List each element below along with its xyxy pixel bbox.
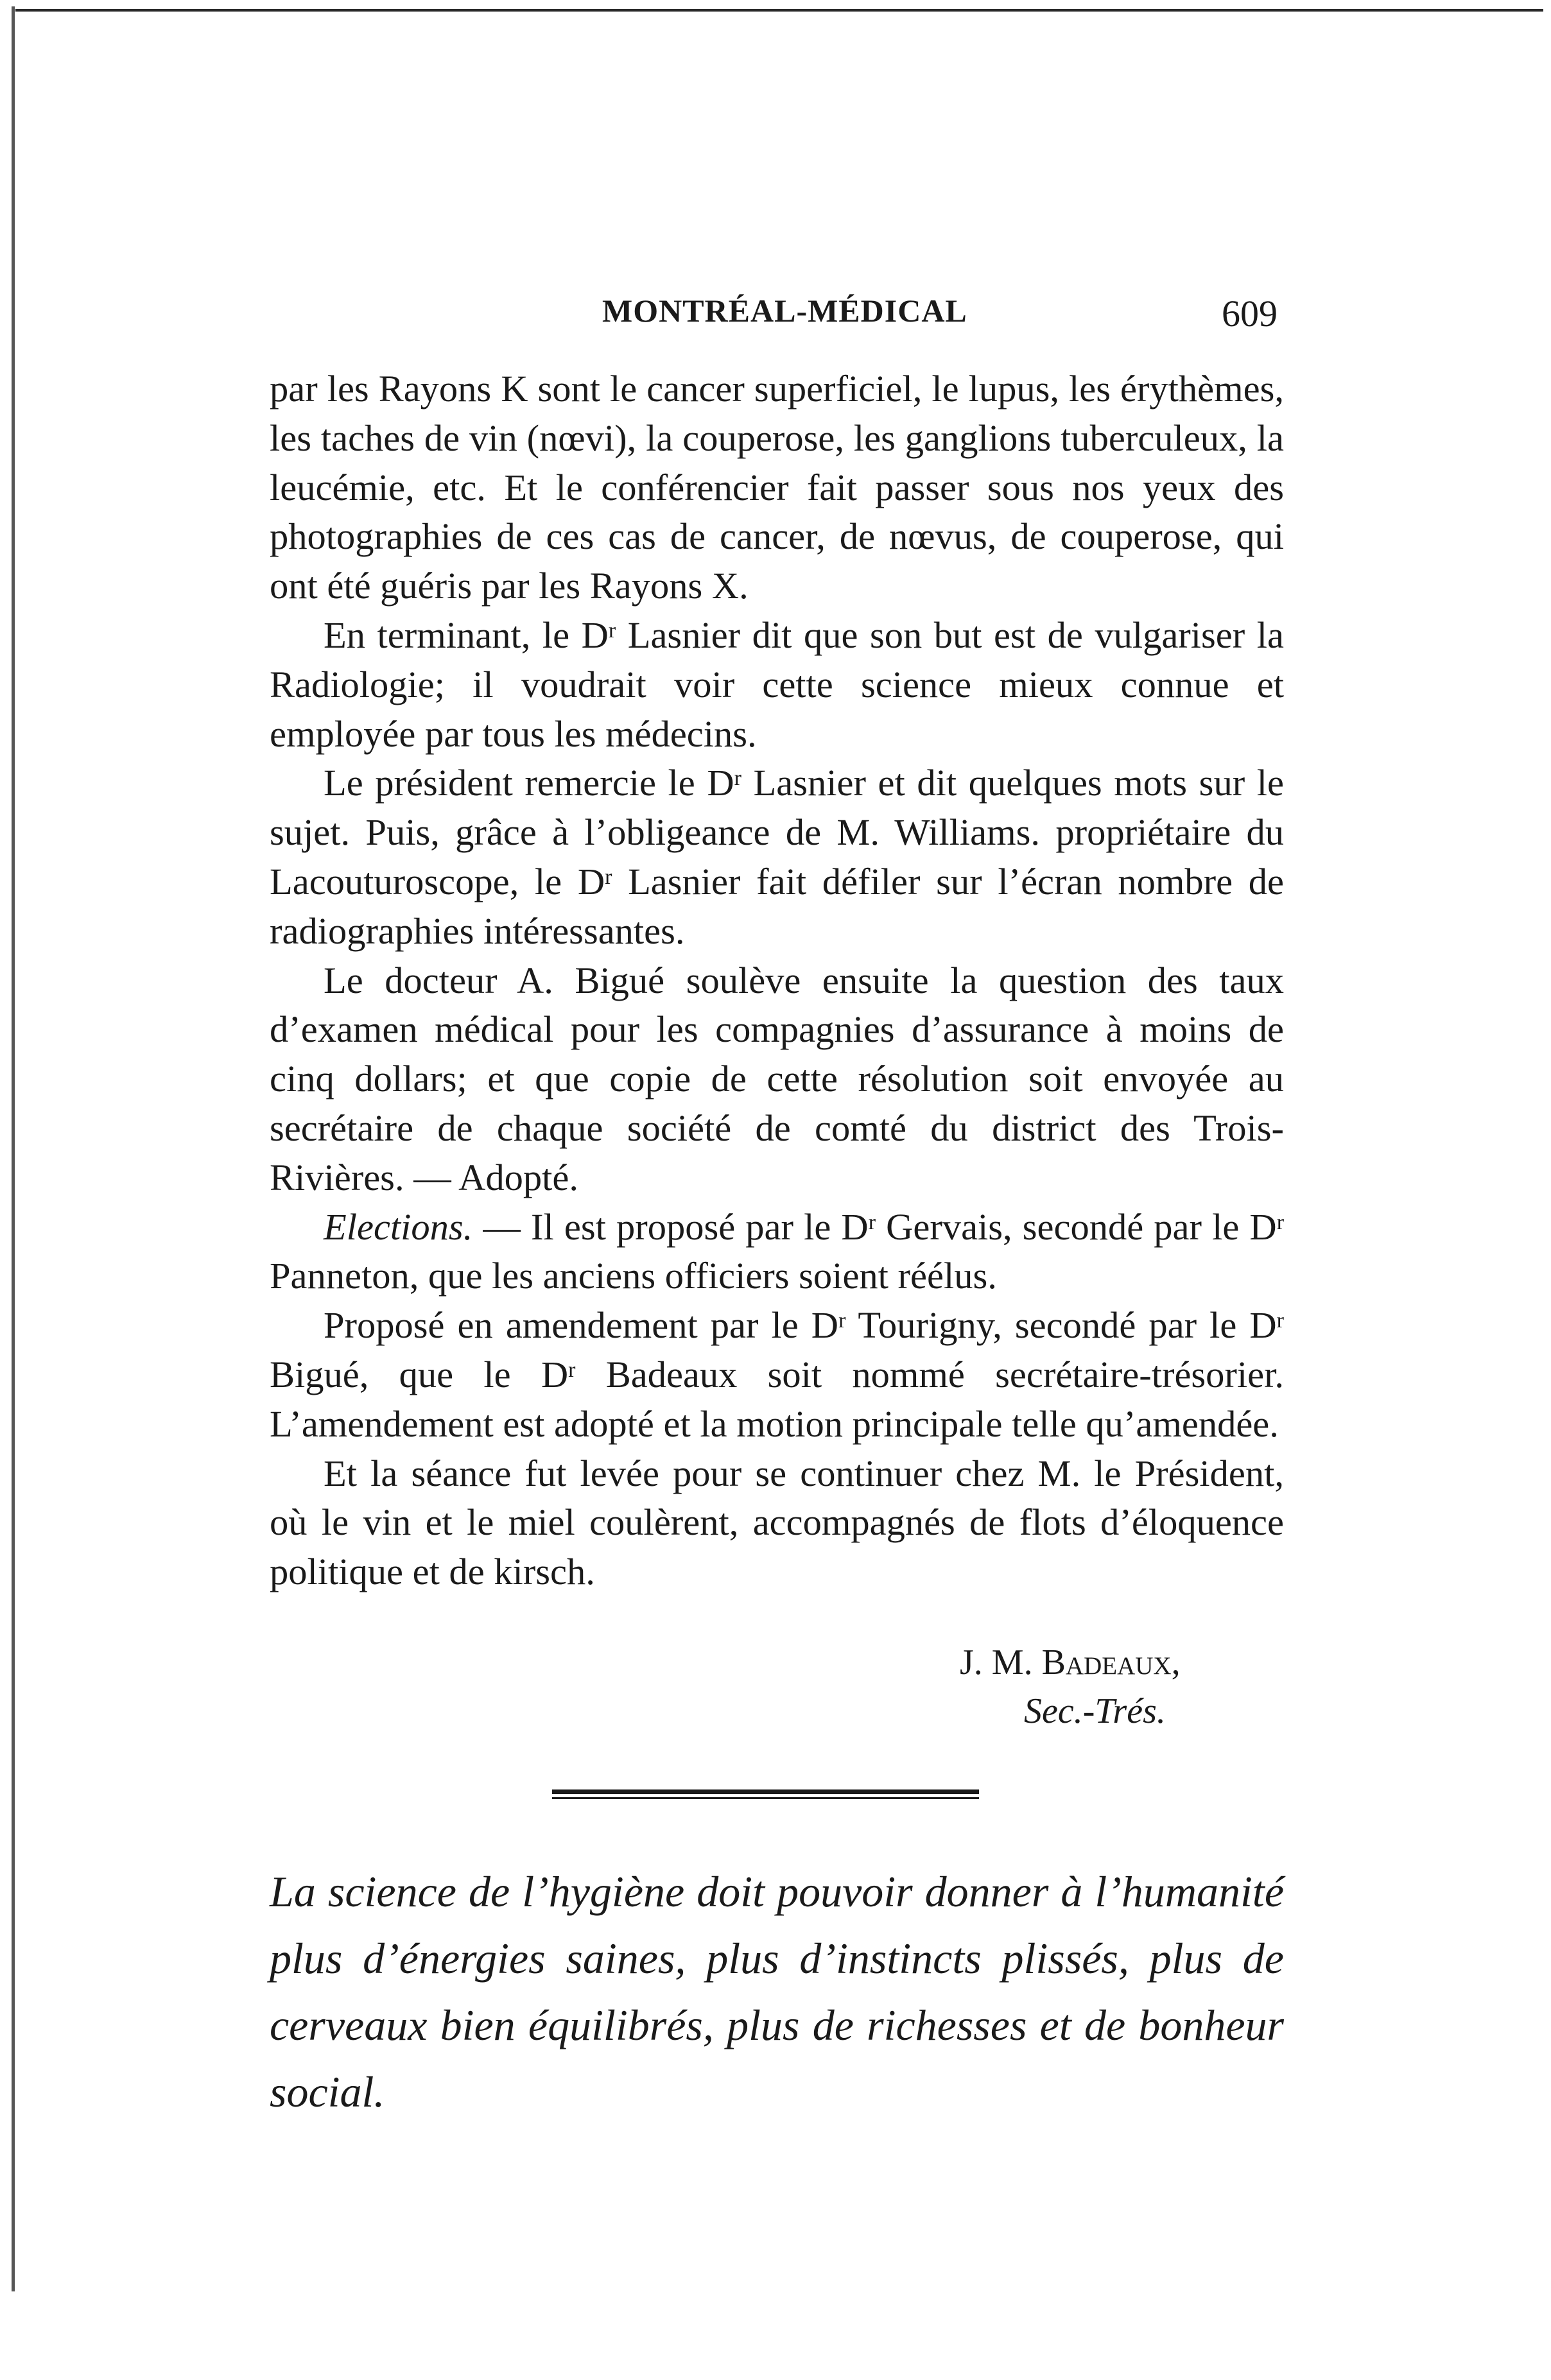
signature-block (960, 1638, 1181, 1736)
paragraph-2: En terminant, le $D^r$ Lasnier dit que son but est de vulgariser la Radiologie; il voudrait voir cette science mieux connue et employée par tous les médecins. (270, 614, 1284, 755)
page-header (257, 292, 1278, 337)
paragraph-6: Proposé en amendement par le $D^r$ Tourigny, secondé par le $D^r$ Bigué, que le $D^r$ Badeaux soit nommé secrétaire-trésorier. L’amendement est adopté et la motion principale telle qu’amendée. (270, 1304, 1284, 1445)
divider-thick-rule (552, 1789, 979, 1794)
left-binding-edge (12, 6, 15, 2291)
running-head: MONTRÉAL-MÉDICAL (602, 293, 967, 329)
page-number: 609 (1222, 293, 1278, 334)
top-border-rule (15, 9, 1543, 12)
paragraph-3: Le président remercie le $D^r$ Lasnier et dit quelques mots sur le sujet. Puis, grâce à l’obligeance de M. Williams. propriétaire du Lacouturoscope, le $D^r$ Lasnier fait défiler sur l’écran nombre de radiographies intéressantes. (270, 762, 1284, 952)
paragraph-4: Le docteur A. Bigué soulève ensuite la question des taux d’examen médical pour les compagnies d’assurance à moins de cinq dollars; et que copie de cette résolution soit envoyée au secrétaire de chaque société de comté du district des Trois-Rivières. — Adopté. (270, 959, 1284, 1198)
body-text (270, 365, 1284, 1597)
divider-thin-rule (552, 1797, 979, 1799)
closing-quote (270, 1858, 1284, 2125)
paragraph-5: Elections. — Il est proposé par le $D^r$ Gervais, secondé par le $D^r$ Panneton, que les anciens officiers soient réélus. (270, 1205, 1285, 1297)
paragraph-7: Et la séance fut levée pour se continuer chez M. le Président, où le vin et le miel coulèrent, accompagnés de flots d’éloquence politique et de kirsch. (270, 1452, 1284, 1593)
paragraph-1: par les Rayons K sont le cancer superficiel, le lupus, les érythèmes, les taches de vin (nœvi), la couperose, les ganglions tuberculeux, la leucémie, etc. Et le conférencier fait passer sous nos yeux des photographies de ces cas de cancer, de nœvus, de couperose, qui ont été guéris par les Rayons X. (270, 368, 1284, 607)
quote-text: La science de l’hygiène doit pouvoir donner à l’humanité plus d’énergies saines, plus d’instincts plissés, plus de cerveaux bien équilibrés, plus de richesses et de bonheur social. (270, 1867, 1284, 2116)
signature-title: Sec.-Trés. (1024, 1691, 1166, 1731)
section-label-elections: Elections. (324, 1205, 473, 1248)
signature-name: J. M. Badeaux, (960, 1643, 1181, 1682)
section-divider (552, 1789, 979, 1799)
